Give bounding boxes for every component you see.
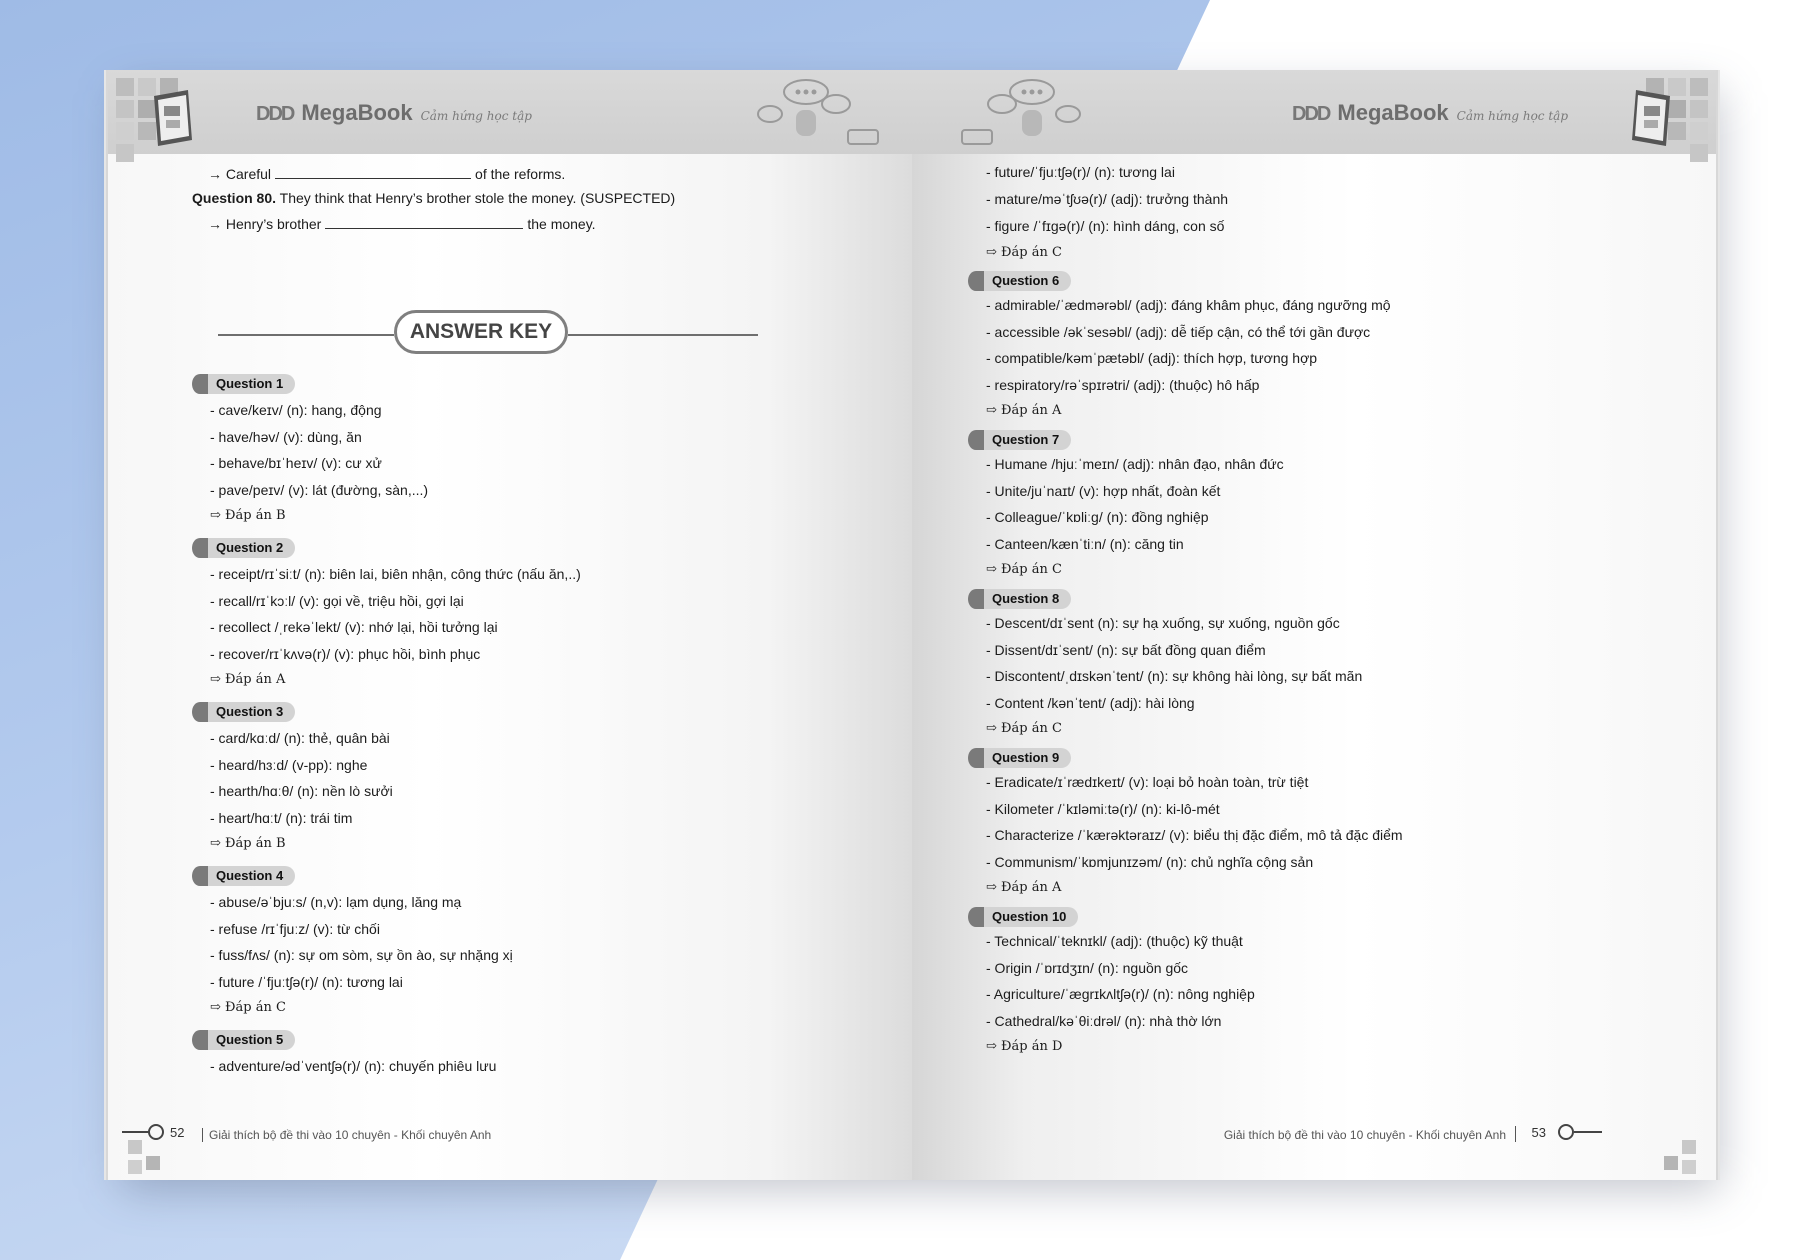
open-book <box>108 70 1716 1180</box>
brand-logo <box>256 100 532 126</box>
question-badge <box>192 866 295 886</box>
brand-tagline: Cảm hứng học tập <box>420 109 532 123</box>
question-badge <box>968 907 1078 927</box>
careful-prefix: → Careful <box>208 166 272 182</box>
vocab-item: - Cathedral/kəˈθiːdrəl/ (n): nhà thờ lớn <box>986 1012 1222 1029</box>
right-page <box>912 70 1716 1180</box>
vocab-item: - Agriculture/ˈæɡrɪkʌltʃə(r)/ (n): nông nghiệp <box>986 986 1255 1002</box>
answer-line: ⇨ Đáp án A <box>210 672 286 687</box>
chat-bubbles-icon <box>952 74 1092 154</box>
question-label: Question 2 <box>208 538 295 558</box>
vocab-item: - cave/keɪv/ (n): hang, động <box>210 402 382 418</box>
question-80 <box>192 190 675 206</box>
question-label: Question 7 <box>984 430 1071 450</box>
badge-dot <box>968 271 984 291</box>
question-label: Question 8 <box>984 589 1071 609</box>
page-footer: Giải thích bộ đề thi vào 10 chuyên - Khối chuyên Anh <box>202 1128 491 1142</box>
answer-line: ⇨ Đáp án A <box>986 403 1062 418</box>
henry-line <box>208 216 596 232</box>
vocab-item: - future/ˈfjuːtʃə(r)/ (n): tương lai <box>986 164 1175 180</box>
question-badge <box>192 374 295 394</box>
answer-line: ⇨ Đáp án B <box>210 508 286 523</box>
brand-logo <box>1292 100 1568 126</box>
answer-line: ⇨ Đáp án C <box>986 721 1062 736</box>
answer-line: ⇨ Đáp án C <box>986 562 1062 577</box>
page-footer: Giải thích bộ đề thi vào 10 chuyên - Khối chuyên Anh <box>1223 1128 1506 1142</box>
vocab-item: - Kilometer /ˈkɪləmiːtə(r)/ (n): ki-lô-mét <box>986 800 1220 817</box>
vocab-item: - recover/rɪˈkʌvə(r)/ (v): phục hồi, bình phục <box>210 645 481 662</box>
badge-dot <box>192 1030 208 1050</box>
answer-key-heading <box>218 310 768 360</box>
careful-line <box>208 166 565 182</box>
footer-divider <box>1515 1126 1516 1142</box>
answer-line: ⇨ Đáp án C <box>210 1000 286 1015</box>
vocab-item: - Dissent/dɪˈsent/ (n): sự bất đồng quan điểm <box>986 641 1266 658</box>
vocab-item: - recall/rɪˈkɔːl/ (v): gọi về, triệu hồi, gợi lại <box>210 592 464 609</box>
question-badge <box>968 589 1071 609</box>
brand-name: MegaBook <box>1337 100 1449 125</box>
vocab-item: - Unite/juˈnaɪt/ (v): hợp nhất, đoàn kết <box>986 482 1221 499</box>
vocab-item: - Characterize /ˈkærəktəraɪz/ (v): biểu thị đặc điểm, mô tả đặc điểm <box>986 827 1403 843</box>
vocab-item: - figure /ˈfɪɡə(r)/ (n): hình dáng, con số <box>986 218 1225 234</box>
vocab-item: - Humane /hjuːˈmeɪn/ (adj): nhân đạo, nhân đức <box>986 456 1284 472</box>
vocab-item: - hearth/hɑːθ/ (n): nền lò sưởi <box>210 783 393 799</box>
vocab-item: - Eradicate/ɪˈrædɪkeɪt/ (v): loại bỏ hoàn toàn, trừ tiệt <box>986 774 1309 790</box>
book-icon <box>1626 88 1676 148</box>
answer-blank <box>325 227 523 229</box>
question-label: Question 1 <box>208 374 295 394</box>
left-page <box>108 70 912 1180</box>
left-footer-tiles <box>122 1100 185 1180</box>
vocab-item: - refuse /rɪˈfjuːz/ (v): từ chối <box>210 920 380 937</box>
henry-suffix: the money. <box>527 216 596 232</box>
vocab-item: - fuss/fʌs/ (n): sự om sòm, sự ồn ào, sự nhặng xị <box>210 947 513 963</box>
badge-dot <box>968 748 984 768</box>
question-label: Question 6 <box>984 271 1071 291</box>
badge-dot <box>968 907 984 927</box>
vocab-item: - mature/məˈtʃʊə(r)/ (adj): trưởng thành <box>986 191 1229 207</box>
footer-rule <box>1574 1131 1602 1133</box>
vocab-item: - admirable/ˈædmərəbl/ (adj): đáng khâm phục, đáng ngưỡng mộ <box>986 297 1391 313</box>
henry-prefix: → Henry’s brother <box>208 216 322 232</box>
answer-key-title: ANSWER KEY <box>394 310 568 354</box>
vocab-item: - Communism/ˈkɒmjunɪzəm/ (n): chủ nghĩa cộng sản <box>986 853 1314 870</box>
vocab-item: - Descent/dɪˈsent (n): sự hạ xuống, sự xuống, nguồn gốc <box>986 615 1340 631</box>
answer-line: ⇨ Đáp án B <box>210 836 286 851</box>
answer-line: ⇨ Đáp án C <box>986 245 1062 260</box>
vocab-item: - accessible /əkˈsesəbl/ (adj): dễ tiếp cận, có thể tới gần được <box>986 323 1371 340</box>
footer-ring <box>148 1124 164 1140</box>
vocab-item: - respiratory/rəˈspɪrətri/ (adj): (thuộc) hô hấp <box>986 376 1260 393</box>
answer-key-rule-left <box>218 334 394 336</box>
question-label: Question 3 <box>208 702 295 722</box>
vocab-item: - heard/hɜːd/ (v-pp): nghe <box>210 756 368 773</box>
question-badge <box>968 748 1071 768</box>
badge-dot <box>192 538 208 558</box>
badge-dot <box>968 430 984 450</box>
chat-bubbles-icon <box>748 74 888 154</box>
vocab-item: - Technical/ˈteknɪkl/ (adj): (thuộc) kỹ thuật <box>986 933 1243 949</box>
vocab-item: - Origin /ˈɒrɪdʒɪn/ (n): nguồn gốc <box>986 959 1189 976</box>
vocab-item: - Canteen/kænˈtiːn/ (n): căng tin <box>986 535 1184 552</box>
brand-mark: DDD <box>1292 103 1330 125</box>
answer-line: ⇨ Đáp án A <box>986 880 1062 895</box>
vocab-item: - future /ˈfjuːtʃə(r)/ (n): tương lai <box>210 973 403 990</box>
question-badge <box>192 538 295 558</box>
careful-suffix: of the reforms. <box>475 166 566 182</box>
question-80-label: Question 80. <box>192 190 277 206</box>
right-footer-tiles <box>1642 1100 1702 1180</box>
badge-dot <box>968 589 984 609</box>
page-number: 53 <box>1531 1125 1546 1140</box>
vocab-item: - Colleague/ˈkɒliːɡ/ (n): đồng nghiệp <box>986 509 1209 525</box>
badge-dot <box>192 866 208 886</box>
brand-tagline: Cảm hứng học tập <box>1456 109 1568 123</box>
answer-key-rule-right <box>568 334 758 336</box>
footer-rule <box>122 1131 150 1133</box>
answer-line: ⇨ Đáp án D <box>986 1039 1063 1054</box>
vocab-item: - abuse/əˈbjuːs/ (n,v): lạm dụng, lăng mạ <box>210 894 462 910</box>
vocab-item: - heart/hɑːt/ (n): trái tim <box>210 809 353 826</box>
vocab-item: - receipt/rɪˈsiːt/ (n): biên lai, biên nhận, công thức (nấu ăn,..) <box>210 566 581 582</box>
question-badge <box>192 1030 295 1050</box>
question-badge <box>968 430 1071 450</box>
vocab-item: - recollect /ˌrekəˈlekt/ (v): nhớ lại, hồi tưởng lại <box>210 619 498 635</box>
question-label: Question 5 <box>208 1030 295 1050</box>
book-icon <box>148 88 198 148</box>
question-label: Question 4 <box>208 866 295 886</box>
brand-mark: DDD <box>256 103 294 125</box>
left-content <box>108 160 912 1180</box>
vocab-item: - card/kɑːd/ (n): thẻ, quân bài <box>210 730 390 746</box>
right-content <box>912 160 1716 1180</box>
brand-name: MegaBook <box>301 100 413 125</box>
vocab-item: - pave/peɪv/ (v): lát (đường, sàn,...) <box>210 481 429 498</box>
vocab-item: - adventure/ədˈventʃə(r)/ (n): chuyến phiêu lưu <box>210 1058 497 1074</box>
question-label: Question 9 <box>984 748 1071 768</box>
vocab-item: - Content /kənˈtent/ (adj): hài lòng <box>986 694 1195 711</box>
question-label: Question 10 <box>984 907 1078 927</box>
vocab-item: - behave/bɪˈheɪv/ (v): cư xử <box>210 455 382 471</box>
footer-ring <box>1558 1124 1574 1140</box>
badge-dot <box>192 702 208 722</box>
question-badge <box>968 271 1071 291</box>
vocab-item: - compatible/kəmˈpætəbl/ (adj): thích hợp, tương hợp <box>986 350 1318 366</box>
page-number: 52 <box>170 1125 185 1140</box>
question-badge <box>192 702 295 722</box>
badge-dot <box>192 374 208 394</box>
vocab-item: - have/həv/ (v): dùng, ăn <box>210 428 362 445</box>
question-80-text: They think that Henry’s brother stole the money. (SUSPECTED) <box>279 190 676 206</box>
vocab-item: - Discontent/ˌdɪskənˈtent/ (n): sự không hài lòng, sự bất mãn <box>986 668 1363 684</box>
answer-blank <box>275 177 471 179</box>
